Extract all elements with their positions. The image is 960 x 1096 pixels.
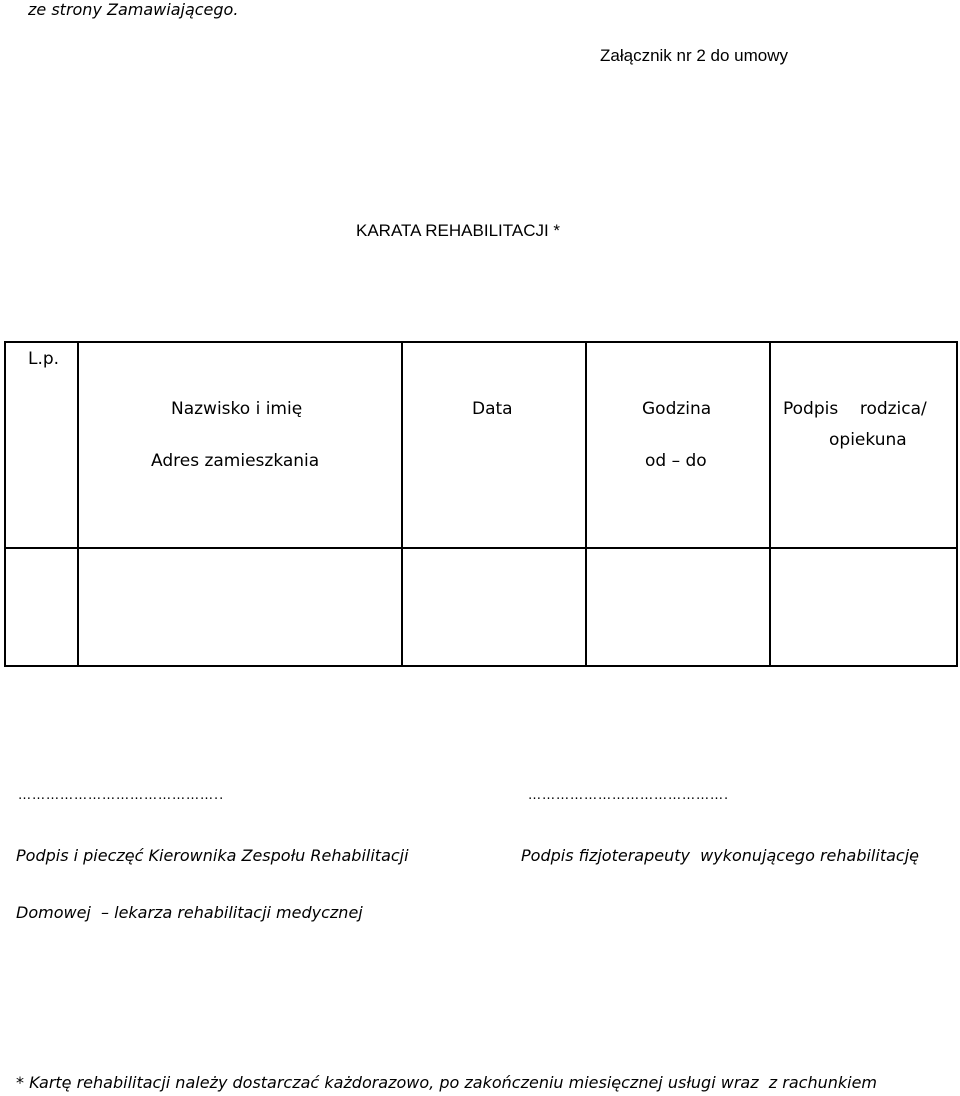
- table-cell[interactable]: [770, 548, 957, 666]
- header-signature-label: Podpis rodzica/: [783, 399, 927, 419]
- signature-line-right: …………………………………….: [528, 788, 730, 803]
- top-note-text: ze strony Zamawiającego.: [28, 0, 239, 19]
- header-hour-range-label: od – do: [645, 451, 707, 471]
- header-guardian-label: opiekuna: [829, 430, 907, 450]
- header-address-label: Adres zamieszkania: [151, 451, 320, 471]
- table-cell[interactable]: [5, 548, 78, 666]
- header-date-label: Data: [472, 399, 513, 419]
- signature-line-left: ……………………………………..: [18, 788, 225, 803]
- header-hour-label: Godzina: [642, 399, 712, 419]
- table-cell[interactable]: [78, 548, 402, 666]
- header-name-cell: [78, 342, 402, 548]
- annex-label: Załącznik nr 2 do umowy: [600, 46, 789, 65]
- header-date-cell: [402, 342, 586, 548]
- table-cell[interactable]: [402, 548, 586, 666]
- header-lp-label: L.p.: [28, 349, 60, 369]
- header-name-label: Nazwisko i imię: [171, 399, 303, 419]
- table-row: [5, 548, 957, 666]
- table-cell[interactable]: [586, 548, 770, 666]
- signature-label-therapist: Podpis fizjoterapeuty wykonującego rehabilitację: [521, 846, 919, 865]
- footnote-text: * Kartę rehabilitacji należy dostarczać każdorazowo, po zakończeniu miesięcznej usługi wraz z rachunkiem: [16, 1073, 877, 1092]
- header-lp-cell: [5, 342, 78, 548]
- signature-label-head-continued: Domowej – lekarza rehabilitacji medycznej: [16, 903, 363, 922]
- header-hour-cell: [586, 342, 770, 548]
- signature-label-head: Podpis i pieczęć Kierownika Zespołu Rehabilitacji: [16, 846, 409, 865]
- document-title: KARATA REHABILITACJI *: [356, 221, 561, 240]
- rehabilitation-table: [4, 341, 958, 667]
- header-signature-cell: [770, 342, 957, 548]
- table-header-row: [5, 342, 957, 548]
